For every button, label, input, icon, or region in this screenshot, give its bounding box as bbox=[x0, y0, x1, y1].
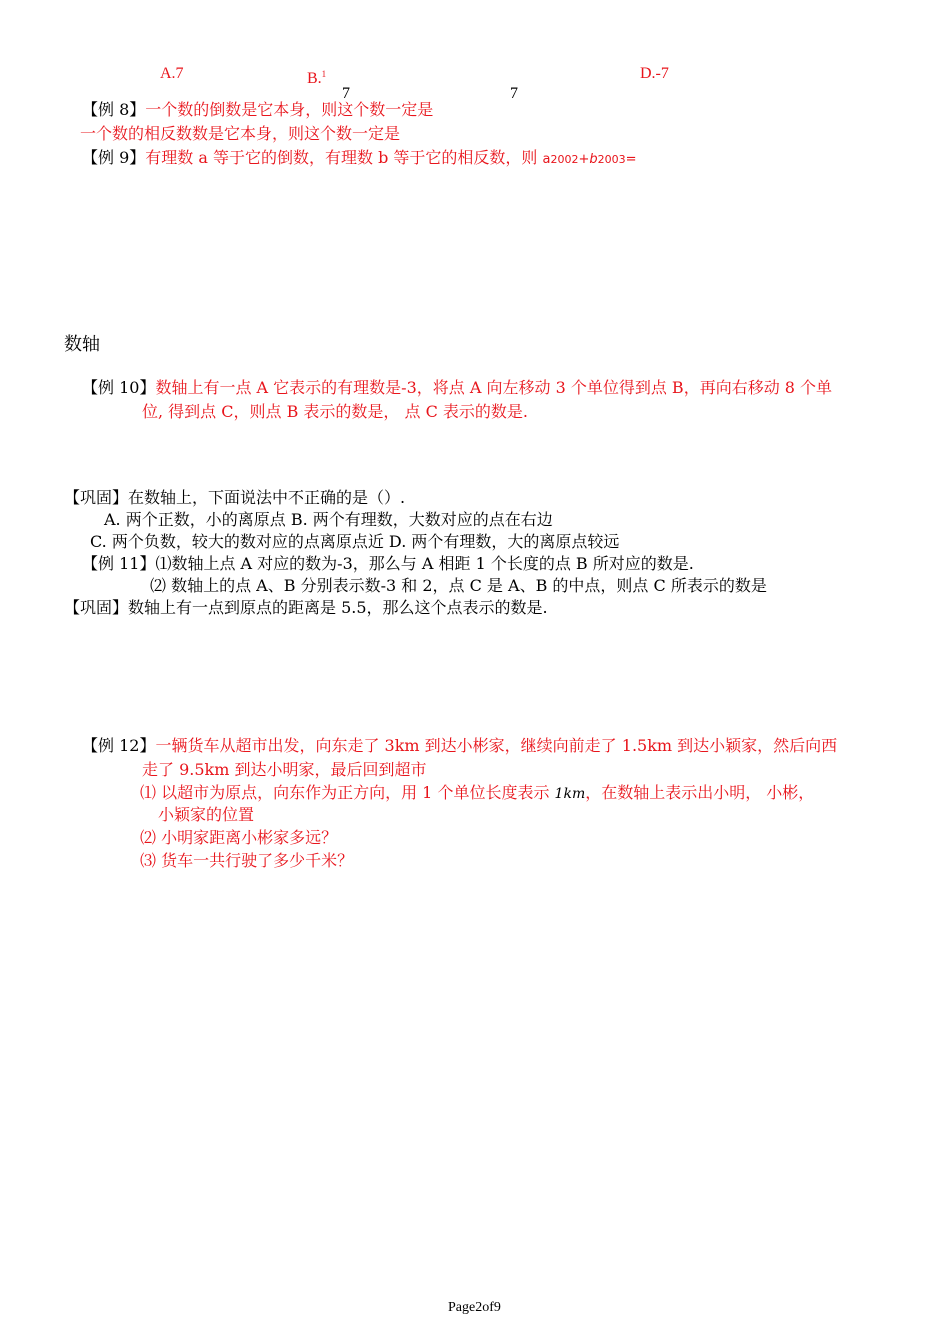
example-10-tag: 【例 10】 bbox=[82, 378, 156, 397]
example-10-line1: 数轴上有一点 A 它表示的有理数是-3，将点 A 向左移动 3 个单位得到点 B，再向右移动 8 个单 bbox=[155, 378, 833, 397]
example-10 bbox=[82, 378, 832, 398]
example-9-expr bbox=[543, 152, 637, 167]
example-12-q3: ⑶ 货车一共行驶了多少千米？ bbox=[140, 851, 354, 870]
example-12-q2: ⑵ 小明家距离小彬家多远？ bbox=[140, 828, 338, 847]
example-8-line1: 一个数的倒数是它本身，则这个数一定是 bbox=[145, 100, 434, 119]
example-12-q1b: ，在数轴上表示出小明， 小彬， bbox=[585, 783, 815, 802]
option-c-denominator: 7 bbox=[510, 85, 518, 102]
expr-a-exp: 2002 bbox=[550, 153, 579, 166]
example-9 bbox=[82, 148, 637, 170]
consolidate-2-question: 【巩固】数轴上有一点到原点的距离是 5.5，那么这个点表示的数是. bbox=[64, 598, 548, 617]
example-12-q1c: 小颖家的位置 bbox=[158, 805, 255, 824]
example-12-q1 bbox=[140, 783, 814, 804]
option-b-denominator: 7 bbox=[342, 85, 350, 102]
option-d: D.-7 bbox=[640, 65, 669, 82]
example-12-line2: 走了 9.5km 到达小明家，最后回到超市 bbox=[142, 760, 427, 779]
example-12-q1-unit: 1km bbox=[554, 786, 586, 802]
consolidate-1-question: 【巩固】在数轴上，下面说法中不正确的是（）. bbox=[64, 488, 406, 507]
expr-b-exp: 2003 bbox=[597, 153, 626, 166]
expr-b: b bbox=[589, 152, 598, 167]
option-a: A.7 bbox=[160, 65, 184, 82]
example-12-line1: 一辆货车从超市出发，向东走了 3km 到达小彬家，继续向前走了 1.5km 到达小颖家，然后向西 bbox=[155, 736, 838, 755]
example-12 bbox=[82, 736, 837, 756]
page-number: Page2of9 bbox=[448, 1300, 501, 1315]
option-b bbox=[307, 64, 326, 89]
option-b-label: B. bbox=[307, 70, 322, 87]
example-8 bbox=[82, 100, 433, 120]
example-12-q1a: ⑴ 以超市为原点，向东作为正方向，用 1 个单位长度表示 bbox=[140, 783, 550, 802]
example-11-part1: 【例 11】⑴数轴上点 A 对应的数为-3，那么与 A 相距 1 个长度的点 B 所对应的数是. bbox=[82, 554, 694, 573]
section-title: 数轴 bbox=[64, 334, 100, 355]
example-10-line2: 位, 得到点 C，则点 B 表示的数是， 点 C 表示的数是. bbox=[142, 402, 529, 421]
example-12-tag: 【例 12】 bbox=[82, 736, 156, 755]
option-b-numerator: 1 bbox=[321, 69, 327, 79]
expr-plus: + bbox=[578, 152, 590, 167]
example-9-text: 有理数 a 等于它的倒数，有理数 b 等于它的相反数，则 bbox=[145, 148, 538, 167]
example-9-tag: 【例 9】 bbox=[82, 148, 146, 167]
consolidate-1-options-cd: C. 两个负数，较大的数对应的点离原点近 D. 两个有理数，大的离原点较远 bbox=[90, 532, 620, 551]
consolidate-1-options-ab: A. 两个正数，小的离原点 B. 两个有理数，大数对应的点在右边 bbox=[104, 510, 553, 529]
expr-eq: = bbox=[625, 152, 637, 167]
example-8-line2: 一个数的相反数数是它本身，则这个数一定是 bbox=[80, 124, 401, 143]
expr-a: a bbox=[542, 152, 551, 167]
example-8-tag: 【例 8】 bbox=[82, 100, 146, 119]
example-11-part2: ⑵ 数轴上的点 A、B 分别表示数-3 和 2，点 C 是 A、B 的中点，则点 C 所表示的数是 bbox=[150, 576, 767, 595]
